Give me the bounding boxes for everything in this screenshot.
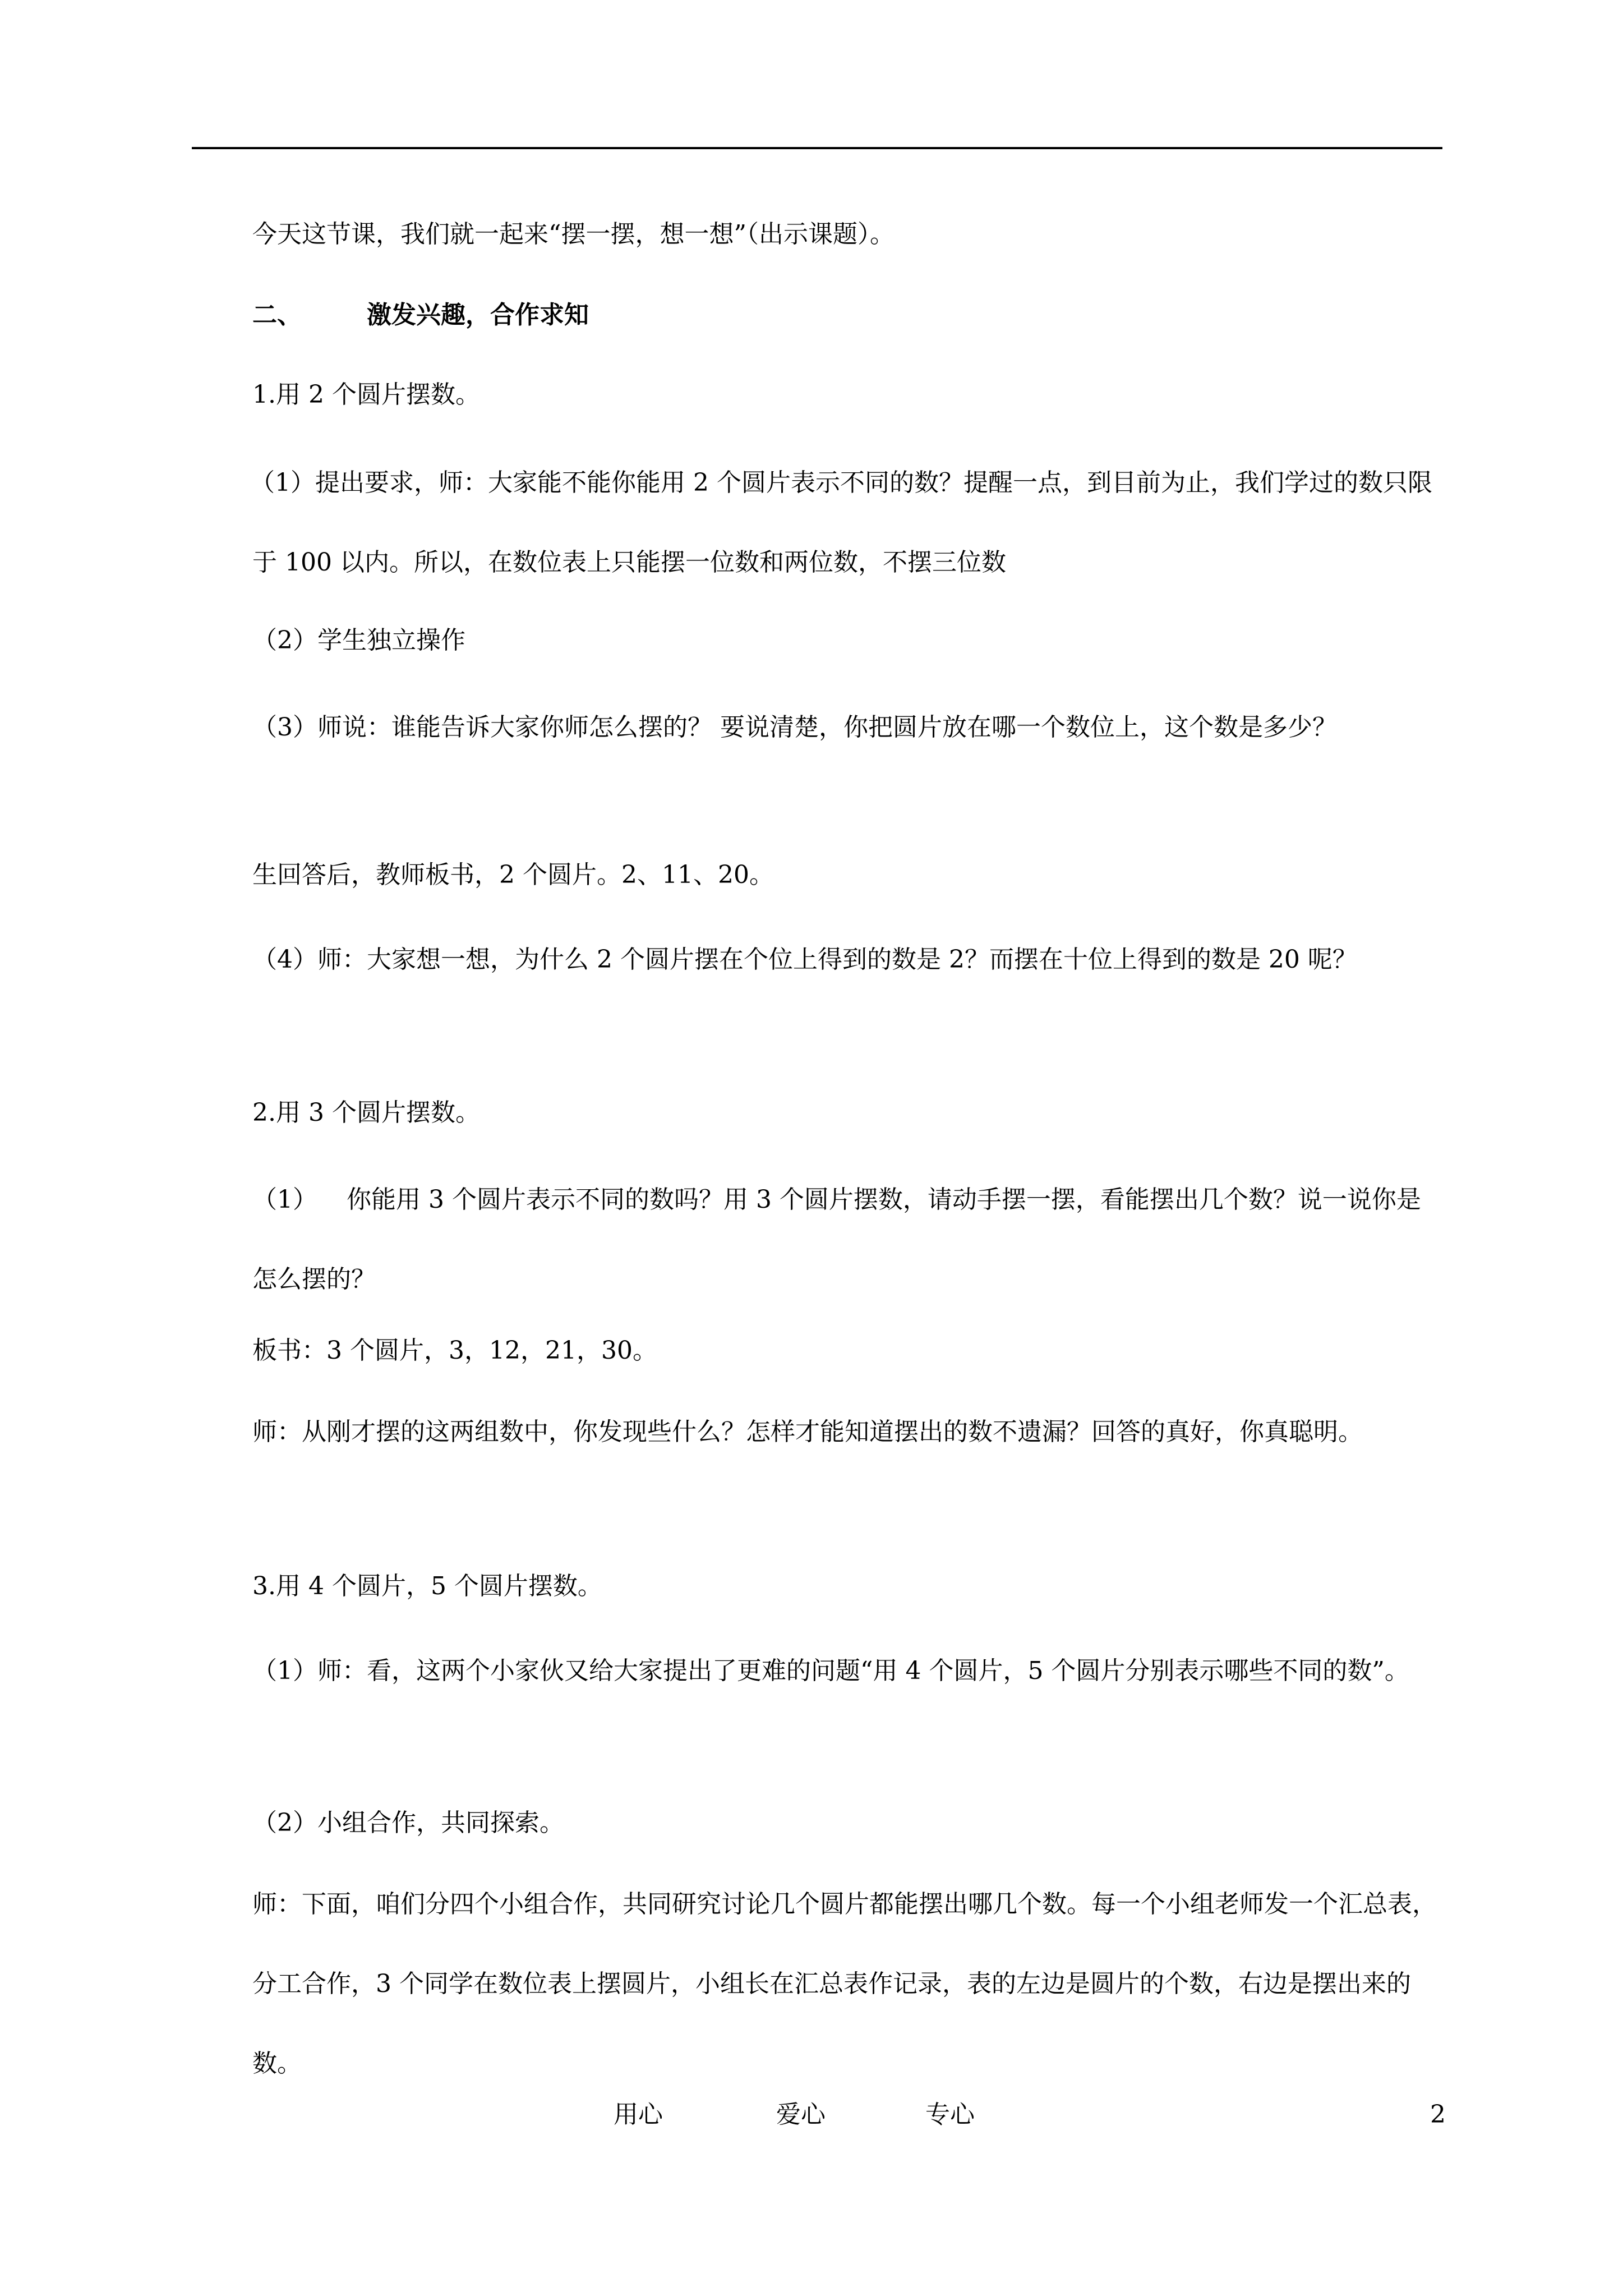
item-1-step-4: （4）师：大家想一想，为什么 2 个圆片摆在个位上得到的数是 2？而摆在十位上得到的数是 20 呢？ [252, 945, 1357, 974]
footer-middle-text: 爱心 [776, 2100, 826, 2129]
section-heading-number: 二、 [252, 301, 302, 329]
paragraph-intro: 今天这节课，我们就一起来“摆一摆，想一想”（出示课题）。 [252, 220, 895, 249]
board-writing-1: 生回答后，教师板书，2 个圆片。2、11、20。 [252, 861, 774, 889]
item-2-step-1-text: 你能用 3 个圆片表示不同的数吗？用 3 个圆片摆数，请动手摆一摆，看能摆出几个数？说一说你是怎么摆的？ [252, 1185, 1421, 1294]
item-1-step-2: （2）学生独立操作 [252, 626, 465, 655]
header-rule [192, 147, 1442, 149]
teacher-remark: 师：从刚才摆的这两组数中，你发现些什么？怎样才能知道摆出的数不遗漏？回答的真好，你真聪明。 [252, 1418, 1363, 1446]
footer-left-text: 用心 [614, 2100, 663, 2129]
section-heading [252, 275, 1444, 356]
board-writing-2: 板书：3 个圆片，3，12，21，30。 [252, 1336, 657, 1365]
item-1-title: 1.用 2 个圆片摆数。 [252, 380, 480, 409]
page-number: 2 [1430, 2100, 1446, 2129]
item-2-title: 2.用 3 个圆片摆数。 [252, 1098, 480, 1127]
item-3-step-2: （2）小组合作，共同探索。 [252, 1809, 564, 1837]
item-3-step-1: （1）师：看，这两个小家伙又给大家提出了更难的问题“用 4 个圆片，5 个圆片分别表示哪些不同的数”。 [252, 1657, 1409, 1685]
item-3-title: 3.用 4 个圆片，5 个圆片摆数。 [252, 1572, 602, 1600]
item-2-step-1-number: （1） [252, 1185, 317, 1214]
item-1-step-1: （1）提出要求，师：大家能不能你能用 2 个圆片表示不同的数？提醒一点，到目前为止，我们学过的数只限于 100 以内。所以，在数位表上只能摆一位数和两位数，不摆三位数 [250, 468, 1432, 577]
group-work-instructions: 师：下面，咱们分四个小组合作，共同研究讨论几个圆片都能摆出哪几个数。每一个小组老师发一个汇总表，分工合作，3 个同学在数位表上摆圆片，小组长在汇总表作记录，表的左边是圆片的个数，右边是摆出来的数。 [252, 1890, 1437, 2078]
section-heading-title: 激发兴趣，合作求知 [367, 301, 589, 329]
item-1-step-3: （3）师说：谁能告诉大家你师怎么摆的？ 要说清楚，你把圆片放在哪一个数位上，这个数是多少？ [252, 713, 1337, 742]
item-2-step-1 [252, 1160, 1444, 1319]
footer-right-text: 专心 [925, 2100, 975, 2129]
